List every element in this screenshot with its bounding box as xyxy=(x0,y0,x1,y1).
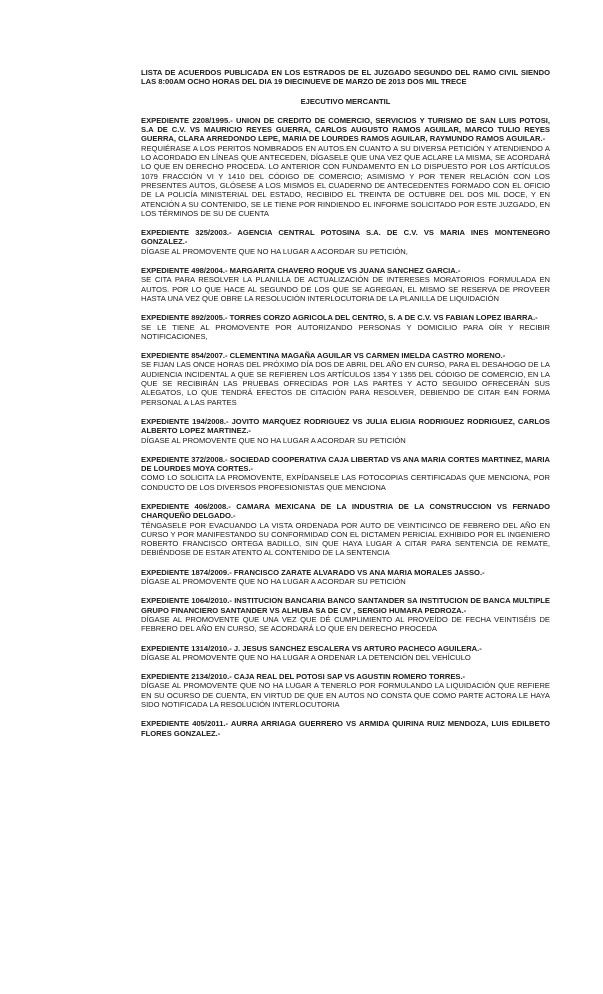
entry-heading: EXPEDIENTE 854/2007.- CLEMENTINA MAGAÑA AGUILAR VS CARMEN IMELDA CASTRO MORENO.- xyxy=(141,351,506,361)
entry-heading: EXPEDIENTE 892/2005.- TORRES CORZO AGRICOLA DEL CENTRO, S. A DE C.V. VS FABIAN LOPEZ IBARRA.- xyxy=(141,313,538,323)
document-title: LISTA DE ACUERDOS PUBLICADA EN LOS ESTRADOS DE EL JUZGADO SEGUNDO DEL RAMO CIVIL SIENDO LAS 8:00AM OCHO HORAS DEL DIA 19 DIECINUEVE DE MARZO DE 2013 DOS MIL TRECE xyxy=(141,68,550,87)
list-item xyxy=(141,568,550,587)
entry-text: TÉNGASELE POR EVACUANDO LA VISTA ORDENADA POR AUTO DE VEINTICINCO DE FEBRERO DEL AÑO EN CURSO Y POR MANIFESTANDO SU CONFORMIDAD CON EL DICTAMEN PERICIAL EXHIBIDO POR EL INGENIERO ROBERTO FRANCISCO ORTEGA BADILLO, SIN QUE HAYA LUGAR A CITAR PARA SENTENCIA DE REMATE, DEBIÉNDOSE DE ESTAR ATENTO AL CONTENIDO DE LA SENTENCIA xyxy=(141,520,550,558)
list-item xyxy=(141,228,550,256)
entry-heading: EXPEDIENTE 1064/2010.- INSTITUCION BANCARIA BANCO SANTANDER SA INSTITUCION DE BANCA MULTIPLE GRUPO FINANCIERO SANTANDER VS ALHUBA SA DE CV , SERGIO HUMARA PEDROZA.- xyxy=(141,596,550,615)
entry-heading: EXPEDIENTE 325/2003.- AGENCIA CENTRAL POTOSINA S.A. DE C.V. VS MARIA INES MONTENEGRO GONZALEZ.- xyxy=(141,228,550,247)
entry-heading: EXPEDIENTE 1314/2010.- J. JESUS SANCHEZ ESCALERA VS ARTURO PACHECO AGUILERA.- xyxy=(141,643,482,653)
list-item xyxy=(141,417,550,445)
list-item xyxy=(141,502,550,558)
entry-heading: EXPEDIENTE 2134/2010.- CAJA REAL DEL POTOSI SAP VS AGUSTIN ROMERO TORRES.- xyxy=(141,672,466,682)
entry-text: SE FIJAN LAS ONCE HORAS DEL PRÓXIMO DÍA DOS DE ABRIL DEL AÑO EN CURSO, PARA EL DESAHOGO DE LA AUDIENCIA INCIDENTAL A QUE SE REFIEREN LOS ARTÍCULOS 1354 Y 1355 DEL CÓDIGO DE COMERCIO, EN LA QUE SE RECIBIRÁN LAS PRUEBAS OFRECIDAS POR LAS PARTES Y ACTO SEGUIDO OFRECERÁN SUS ALEGATOS, LO QUE TENDRÁ EFECTOS DE CITACIÓN PARA RESOLVER, DEBIENDO DE CITAR E4N FORMA PERSONAL A LAS PARTES xyxy=(141,360,550,407)
list-item xyxy=(141,455,550,492)
entry-text: SE CITA PARA RESOLVER LA PLANILLA DE ACTUALIZACIÓN DE INTERESES MORATORIOS FORMULADA EN AUTOS. POR LO QUE HACE AL SEGUNDO DE LOS QUE SE AGREGAN, EL MISMO SE RESERVA DE PROVEER HASTA UNA VEZ QUE OBRE LA RESOLUCIÓN INTERLOCUTORIA DE LA PLANILLA DE LIQUIDACIÓN xyxy=(141,275,550,303)
entry-heading: EXPEDIENTE 405/2011.- AURRA ARRIAGA GUERRERO VS ARMIDA QUIRINA RUIZ MENDOZA, LUIS EDILBETO FLORES GONZALEZ.- xyxy=(141,719,550,738)
list-item xyxy=(141,116,550,218)
list-item xyxy=(141,672,550,709)
entry-heading: EXPEDIENTE 406/2008.- CAMARA MEXICANA DE LA INDUSTRIA DE LA CONSTRUCCION VS FERNADO CHARQUEÑO DELGADO.- xyxy=(141,501,550,521)
entry-heading: EXPEDIENTE 194/2008.- JOVITO MARQUEZ RODRIGUEZ VS JULIA ELIGIA RODRIGUEZ RODRIGUEZ, CARLOS ALBERTO LOPEZ MARTINEZ.- xyxy=(141,416,550,436)
entry-heading: EXPEDIENTE 498/2004.- MARGARITA CHAVERO ROQUE VS JUANA SANCHEZ GARCIA.- xyxy=(141,266,461,276)
list-item xyxy=(141,719,550,738)
entry-text: COMO LO SOLICITA LA PROMOVENTE, EXPÍDANSELE LAS FOTOCOPIAS CERTIFICADAS QUE MENCIONA, POR CONDUCTO DE LOS DIVERSOS PROFESIONISTAS QUE MENCIONA xyxy=(141,473,550,492)
entry-text: DÍGASE AL PROMOVENTE QUE NO HA LUGAR A ORDENAR LA DETENCIÓN DEL VEHÍCULO xyxy=(141,652,471,662)
list-item xyxy=(141,313,550,341)
entry-text: DÍGASE AL PROMOVENTE QUE NO HA LUGAR A ACORDAR SU PETICIÓN, xyxy=(141,246,408,256)
entry-text: DÍGASE AL PROMOVENTE QUE NO HA LUGAR A ACORDAR SU PETICIÓN xyxy=(141,577,406,587)
list-item xyxy=(141,266,550,303)
entry-text: SE LE TIENE AL PROMOVENTE POR AUTORIZANDO PERSONAS Y DOMICILIO PARA OÍR Y RECIBIR NOTIFICACIONES, xyxy=(141,322,550,341)
entry-heading: EXPEDIENTE 2208/1995.- UNION DE CREDITO DE COMERCIO, SERVICIOS Y TURISMO DE SAN LUIS POTOSI, S.A DE C.V. VS MAURICIO REYES GUERRA, CARLOS AUGUSTO RAMOS AGUILAR, MARCO TULIO REYES GUERRA, CLARA ARREDONDO LEPE, MARIA DE LOURDES RAMOS AGUILAR, RAYMUNDO RAMOS AGUILAR.- xyxy=(141,115,550,144)
list-item xyxy=(141,596,550,633)
section-heading: EJECUTIVO MERCANTIL xyxy=(300,96,391,106)
entry-text: DÍGASE AL PROMOVENTE QUE NO HA LUGAR A TENERLO POR FORMULANDO LA LIQUIDACIÓN QUE REFIERE EN SU OCURSO DE CUENTA, EN VIRTUD DE QUE EN AUTOS NO CONSTA QUE COMO PARTE ACTORA LE HAYA SIDO NOTIFICADA LA RESOLUCIÓN INTERLOCUTORIA xyxy=(141,681,550,710)
entry-text: DÍGASE AL PROMOVENTE QUE UNA VEZ QUE DÉ CUMPLIMIENTO AL PROVEÍDO DE FECHA VEINTISÉIS DE FEBRERO DEL AÑO EN CURSO, SE ACORDARÁ LO QUE EN DERECHO PROCEDA xyxy=(141,614,550,634)
document-page xyxy=(141,68,550,748)
entry-text: REQUIÉRASE A LOS PERITOS NOMBRADOS EN AUTOS.EN CUANTO A SU DIVERSA PETICIÓN Y ATENDIENDO A LO ACORDADO EN LÍNEAS QUE ANTECEDEN, DÍGASELE QUE UNA VEZ QUE ACLARE LA MISMA, SE ACORDARÁ LO QUE EN DERECHO PROCEDA. LO ANTERIOR CON FUNDAMENTO EN LO DISPUESTO POR LOS ARTÍCULOS 1079 FRACCIÓN VI Y 1410 DEL CÓDIGO DE COMERCIO; ASIMISMO Y POR TENER RELACIÓN CON LOS PRESENTES AUTOS, GLÓSESE A LOS MISMOS EL CUADERNO DE ANTECEDENTES FORMADO CON EL OFICIO DE LA POLICÍA MINISTERIAL DEL ESTADO, RECIBIDO EL TREINTA DE OCTUBRE DEL DOS MIL DOCE, Y EN ATENCIÓN A SU CONTENIDO, SE LE TIENE POR RINDIENDO EL INFORME SOLICITADO POR ESTE JUZGADO, EN LOS TÉRMINOS DE SU DE CUENTA xyxy=(141,143,550,218)
entry-heading: EXPEDIENTE 372/2008.- SOCIEDAD COOPERATIVA CAJA LIBERTAD VS ANA MARIA CORTES MARTINEZ, MARIA DE LOURDES MOYA CORTES.- xyxy=(141,454,550,474)
entry-heading: EXPEDIENTE 1874/2009.- FRANCISCO ZARATE ALVARADO VS ANA MARIA MORALES JASSO.- xyxy=(141,567,485,577)
list-item xyxy=(141,351,550,407)
entry-text: DÍGASE AL PROMOVENTE QUE NO HA LUGAR A ACORDAR SU PETICIÓN xyxy=(141,435,406,445)
list-item xyxy=(141,644,550,663)
